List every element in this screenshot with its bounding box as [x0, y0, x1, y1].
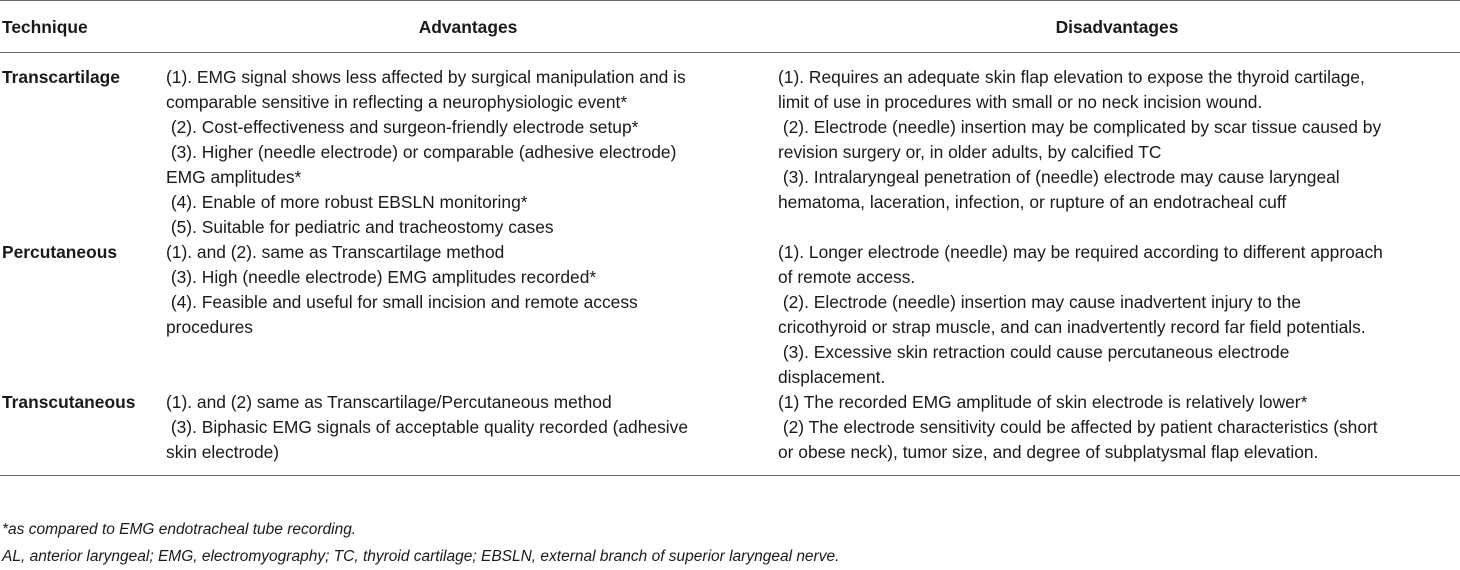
table-header	[0, 1, 1460, 53]
table-row	[0, 53, 1460, 241]
technique-cell: Transcartilage	[2, 67, 120, 87]
disadvantage-line: (2) The electrode sensitivity could be affected by patient characteristics (short	[778, 417, 1378, 437]
advantage-line: (4). Enable of more robust EBSLN monitoring*	[166, 192, 528, 212]
disadvantage-line: limit of use in procedures with small or no neck incision wound.	[778, 92, 1263, 112]
disadvantage-line: (1) The recorded EMG amplitude of skin electrode is relatively lower*	[778, 392, 1308, 412]
advantage-line: (2). Cost-effectiveness and surgeon-friendly electrode setup*	[166, 117, 639, 137]
disadvantage-line: (2). Electrode (needle) insertion may be complicated by scar tissue caused by	[778, 117, 1382, 137]
advantage-line: EMG amplitudes*	[166, 167, 302, 187]
advantages-cell	[162, 53, 774, 241]
disadvantages-cell	[774, 240, 1460, 390]
advantage-line: (5). Suitable for pediatric and tracheostomy cases	[166, 217, 554, 237]
table-row	[0, 390, 1460, 476]
advantage-line: (3). Biphasic EMG signals of acceptable quality recorded (adhesive	[166, 417, 688, 437]
disadvantage-line: cricothyroid or strap muscle, and can inadvertently record far field potentials.	[778, 317, 1366, 337]
advantages-cell	[162, 390, 774, 476]
advantage-line: (1). and (2) same as Transcartilage/Percutaneous method	[166, 392, 612, 412]
advantage-line: (1). and (2). same as Transcartilage method	[166, 242, 505, 262]
disadvantage-line: of remote access.	[778, 267, 916, 287]
footnote-comparison: *as compared to EMG endotracheal tube recording.	[2, 521, 357, 538]
header-row	[0, 1, 1460, 53]
advantage-line: (3). Higher (needle electrode) or comparable (adhesive electrode)	[166, 142, 677, 162]
footnote-abbreviations: AL, anterior laryngeal; EMG, electromyography; TC, thyroid cartilage; EBSLN, external branch of superior laryngeal nerve.	[2, 548, 840, 565]
disadvantages-cell	[774, 390, 1460, 476]
technique-cell: Transcutaneous	[0, 390, 162, 476]
advantage-line: (3). High (needle electrode) EMG amplitudes recorded*	[166, 267, 597, 287]
table-row	[0, 240, 1460, 390]
table-footnotes	[2, 516, 839, 570]
advantage-line: procedures	[166, 317, 254, 337]
disadvantage-line: displacement.	[778, 367, 886, 387]
header-advantages: Advantages	[162, 1, 774, 53]
disadvantage-line: (3). Excessive skin retraction could cause percutaneous electrode	[778, 342, 1290, 362]
advantage-line: comparable sensitive in reflecting a neurophysiologic event*	[166, 92, 628, 112]
header-technique: Technique	[0, 1, 162, 53]
table-body	[0, 53, 1460, 476]
disadvantage-line: (1). Longer electrode (needle) may be required according to different approach	[778, 242, 1383, 262]
disadvantage-line: hematoma, laceration, infection, or rupture of an endotracheal cuff	[778, 192, 1287, 212]
disadvantages-cell	[774, 53, 1460, 241]
advantages-cell	[162, 240, 774, 390]
advantage-line: (1). EMG signal shows less affected by surgical manipulation and is	[166, 67, 686, 87]
disadvantage-line: (2). Electrode (needle) insertion may cause inadvertent injury to the	[778, 292, 1301, 312]
advantage-line: (4). Feasible and useful for small incision and remote access	[166, 292, 638, 312]
disadvantage-line: (1). Requires an adequate skin flap elevation to expose the thyroid cartilage,	[778, 67, 1365, 87]
advantage-line: skin electrode)	[166, 442, 280, 462]
header-disadvantages: Disadvantages	[774, 1, 1460, 53]
technique-cell: Percutaneous	[2, 242, 118, 262]
disadvantage-line: revision surgery or, in older adults, by calcified TC	[778, 142, 1162, 162]
disadvantage-line: (3). Intralaryngeal penetration of (needle) electrode may cause laryngeal	[778, 167, 1340, 187]
disadvantage-line: or obese neck), tumor size, and degree of subplatysmal flap elevation.	[778, 442, 1319, 462]
